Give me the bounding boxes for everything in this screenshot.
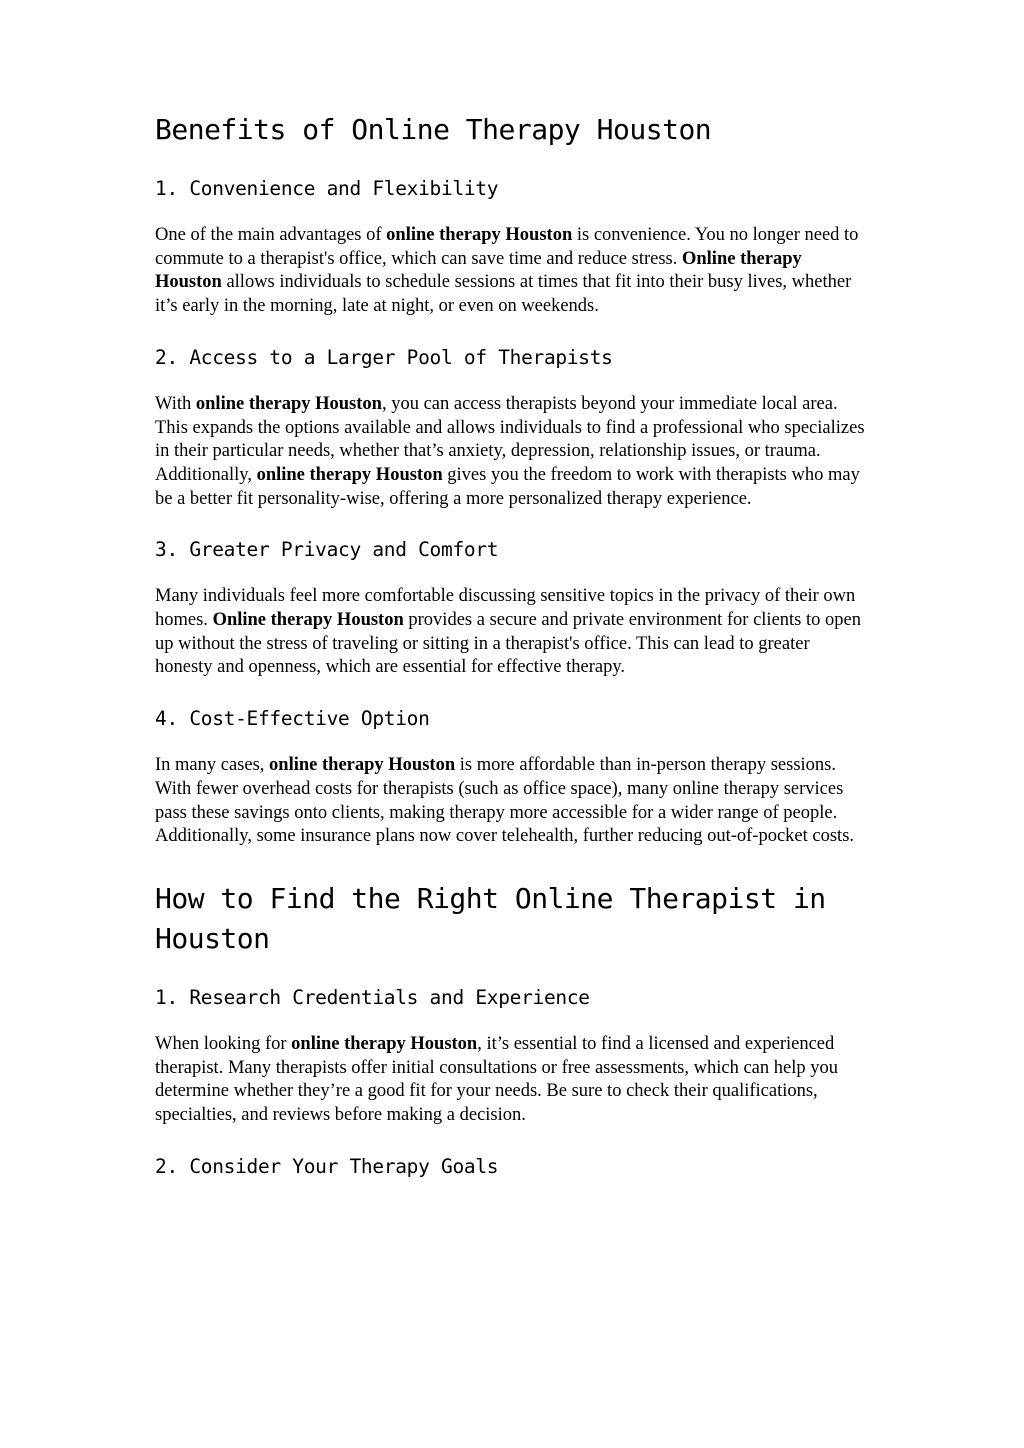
text-run: gives you the freedom to work with therapists who may be a better fit personality-wise, offering a more personalized therapy experience. [155,464,860,509]
heading-privacy: 3. Greater Privacy and Comfort [155,538,499,562]
section-title-benefits: Benefits of Online Therapy Houston [155,113,712,146]
keyword-run: online therapy Houston [269,755,456,776]
keyword-run: online therapy Houston [386,225,573,245]
keyword-run: online therapy Houston [291,1033,478,1054]
paragraph-privacy [155,585,867,680]
text-run: One of the main advantages of [155,225,387,245]
text-run: When looking for [155,1033,292,1054]
section-title-find-therapist: How to Find the Right Online Therapist in Houston [155,881,826,955]
keyword-run: Online therapy Houston [155,248,802,293]
paragraph-cost [155,754,867,849]
text-run: In many cases, [155,755,270,776]
keyword-run: Online therapy Houston [212,610,404,631]
heading-credentials: 1. Research Credentials and Experience [155,985,590,1009]
paragraph-convenience [155,224,867,319]
text-run: allows individuals to schedule sessions at times that fit into their busy lives, whether it’s early in the morning, late at night, or even on weekends. [155,272,852,317]
text-run: , you can access therapists beyond your immediate local area. This expands the options available and allows individuals to find a professional who specializes in their particular needs, whether that’s anxiety, depression, relationship issues, or trauma. Additionally, [155,393,865,485]
paragraph-credentials [155,1033,867,1128]
heading-access: 2. Access to a Larger Pool of Therapists [155,345,613,369]
text-run: Many individuals feel more comfortable discussing sensitive topics in the privacy of their own homes. [155,586,856,631]
heading-convenience: 1. Convenience and Flexibility [155,177,499,200]
text-run: With [155,393,196,414]
text-run: provides a secure and private environment for clients to open up without the stress of traveling or sitting in a therapist's office. This can lead to greater honesty and openness, which are essential for effective therapy. [155,610,861,678]
text-run: , it’s essential to find a licensed and experienced therapist. Many therapists offer initial consultations or free assessments, which can help you determine whether they’re a good fit for your needs. Be sure to check their qualifications, specialties, and reviews before making a decision. [155,1033,838,1126]
keyword-run: online therapy Houston [195,393,382,414]
heading-goals: 2. Consider Your Therapy Goals [155,1154,499,1178]
document-page [155,110,867,1202]
paragraph-access [155,393,867,512]
heading-cost: 4. Cost-Effective Option [155,707,430,731]
text-run: is more affordable than in-person therapy sessions. With fewer overhead costs for therapists (such as office space), many online therapy services pass these savings onto clients, making therapy more accessible for a wider range of people. Additionally, some insurance plans now cover telehealth, further reducing out-of-pocket costs. [155,755,855,847]
text-run: is convenience. You no longer need to commute to a therapist's office, which can save time and reduce stress. [155,225,859,269]
keyword-run: online therapy Houston [256,464,443,485]
